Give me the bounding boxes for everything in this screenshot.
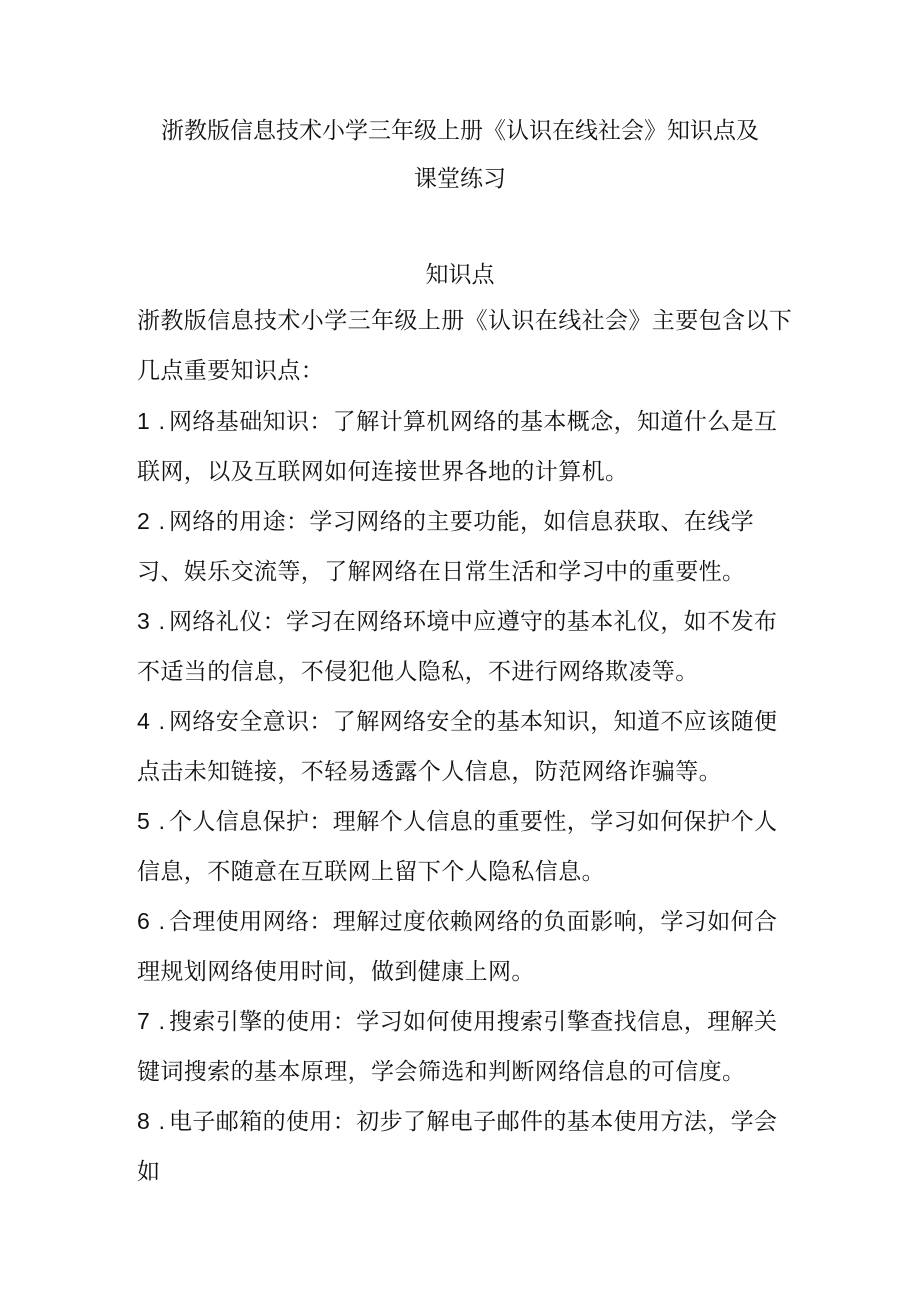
intro-paragraph: 浙教版信息技术小学三年级上册《认识在线社会》主要包含以下几点重要知识点： bbox=[137, 308, 793, 384]
list-item-number: 5 bbox=[137, 808, 151, 834]
list-item-number: 1 bbox=[137, 408, 151, 434]
list-item-text: 网络礼仪：学习在网络环境中应遵守的基本礼仪，如不发布不适当的信息，不侵犯他人隐私，不进行网络欺凌等。 bbox=[137, 609, 778, 685]
list-item-number: 3 bbox=[137, 608, 151, 634]
list-item: 4 . 网络安全意识：了解网络安全的基本知识，知道不应该随便点击未知链接，不轻易透露个人信息，防范网络诈骗等。 bbox=[137, 696, 797, 797]
list-item: 8 . 电子邮箱的使用：初步了解电子邮件的基本使用方法，学会如 bbox=[137, 1096, 797, 1197]
list-item-text: 网络安全意识：了解网络安全的基本知识，知道不应该随便点击未知链接，不轻易透露个人信息，防范网络诈骗等。 bbox=[137, 709, 778, 785]
list-item: 1 . 网络基础知识：了解计算机网络的基本概念，知道什么是互联网，以及互联网如何连接世界各地的计算机。 bbox=[137, 396, 797, 497]
list-item-number: 2 bbox=[137, 508, 151, 534]
list-item-number: 8 bbox=[137, 1108, 151, 1134]
list-item-number: 4 bbox=[137, 708, 151, 734]
list-item: 2 . 网络的用途：学习网络的主要功能，如信息获取、在线学习、娱乐交流等，了解网络在日常生活和学习中的重要性。 bbox=[137, 496, 797, 597]
list-item-text: 合理使用网络：理解过度依赖网络的负面影响，学习如何合理规划网络使用时间，做到健康上网。 bbox=[137, 909, 778, 985]
list-item: 5 . 个人信息保护：理解个人信息的重要性，学习如何保护个人信息，不随意在互联网上留下个人隐私信息。 bbox=[137, 796, 797, 897]
list-item-text: 网络的用途：学习网络的主要功能，如信息获取、在线学习、娱乐交流等，了解网络在日常生活和学习中的重要性。 bbox=[137, 509, 754, 585]
document-title-line-1: 浙教版信息技术小学三年级上册《认识在线社会》知识点及 bbox=[161, 118, 759, 144]
list-item: 7 . 搜索引擎的使用：学习如何使用搜索引擎查找信息，理解关键词搜索的基本原理，学会筛选和判断网络信息的可信度。 bbox=[137, 996, 797, 1097]
list-item: 3 . 网络礼仪：学习在网络环境中应遵守的基本礼仪，如不发布不适当的信息，不侵犯他人隐私，不进行网络欺凌等。 bbox=[137, 596, 797, 697]
list-item-number: 7 bbox=[137, 1008, 151, 1034]
list-item-number: 6 bbox=[137, 908, 151, 934]
list-item-text: 网络基础知识：了解计算机网络的基本概念，知道什么是互联网，以及互联网如何连接世界各地的计算机。 bbox=[137, 409, 778, 485]
list-item-text: 个人信息保护：理解个人信息的重要性，学习如何保护个人信息，不随意在互联网上留下个人隐私信息。 bbox=[137, 809, 778, 885]
list-item-text: 搜索引擎的使用：学习如何使用搜索引擎查找信息，理解关键词搜索的基本原理，学会筛选和判断网络信息的可信度。 bbox=[137, 1009, 778, 1085]
list-item: 6 . 合理使用网络：理解过度依赖网络的负面影响，学习如何合理规划网络使用时间，做到健康上网。 bbox=[137, 896, 797, 997]
document-title-line-2: 课堂练习 bbox=[414, 166, 506, 192]
list-item-text: 电子邮箱的使用：初步了解电子邮件的基本使用方法，学会如 bbox=[137, 1109, 778, 1185]
section-heading: 知识点 bbox=[425, 262, 495, 288]
